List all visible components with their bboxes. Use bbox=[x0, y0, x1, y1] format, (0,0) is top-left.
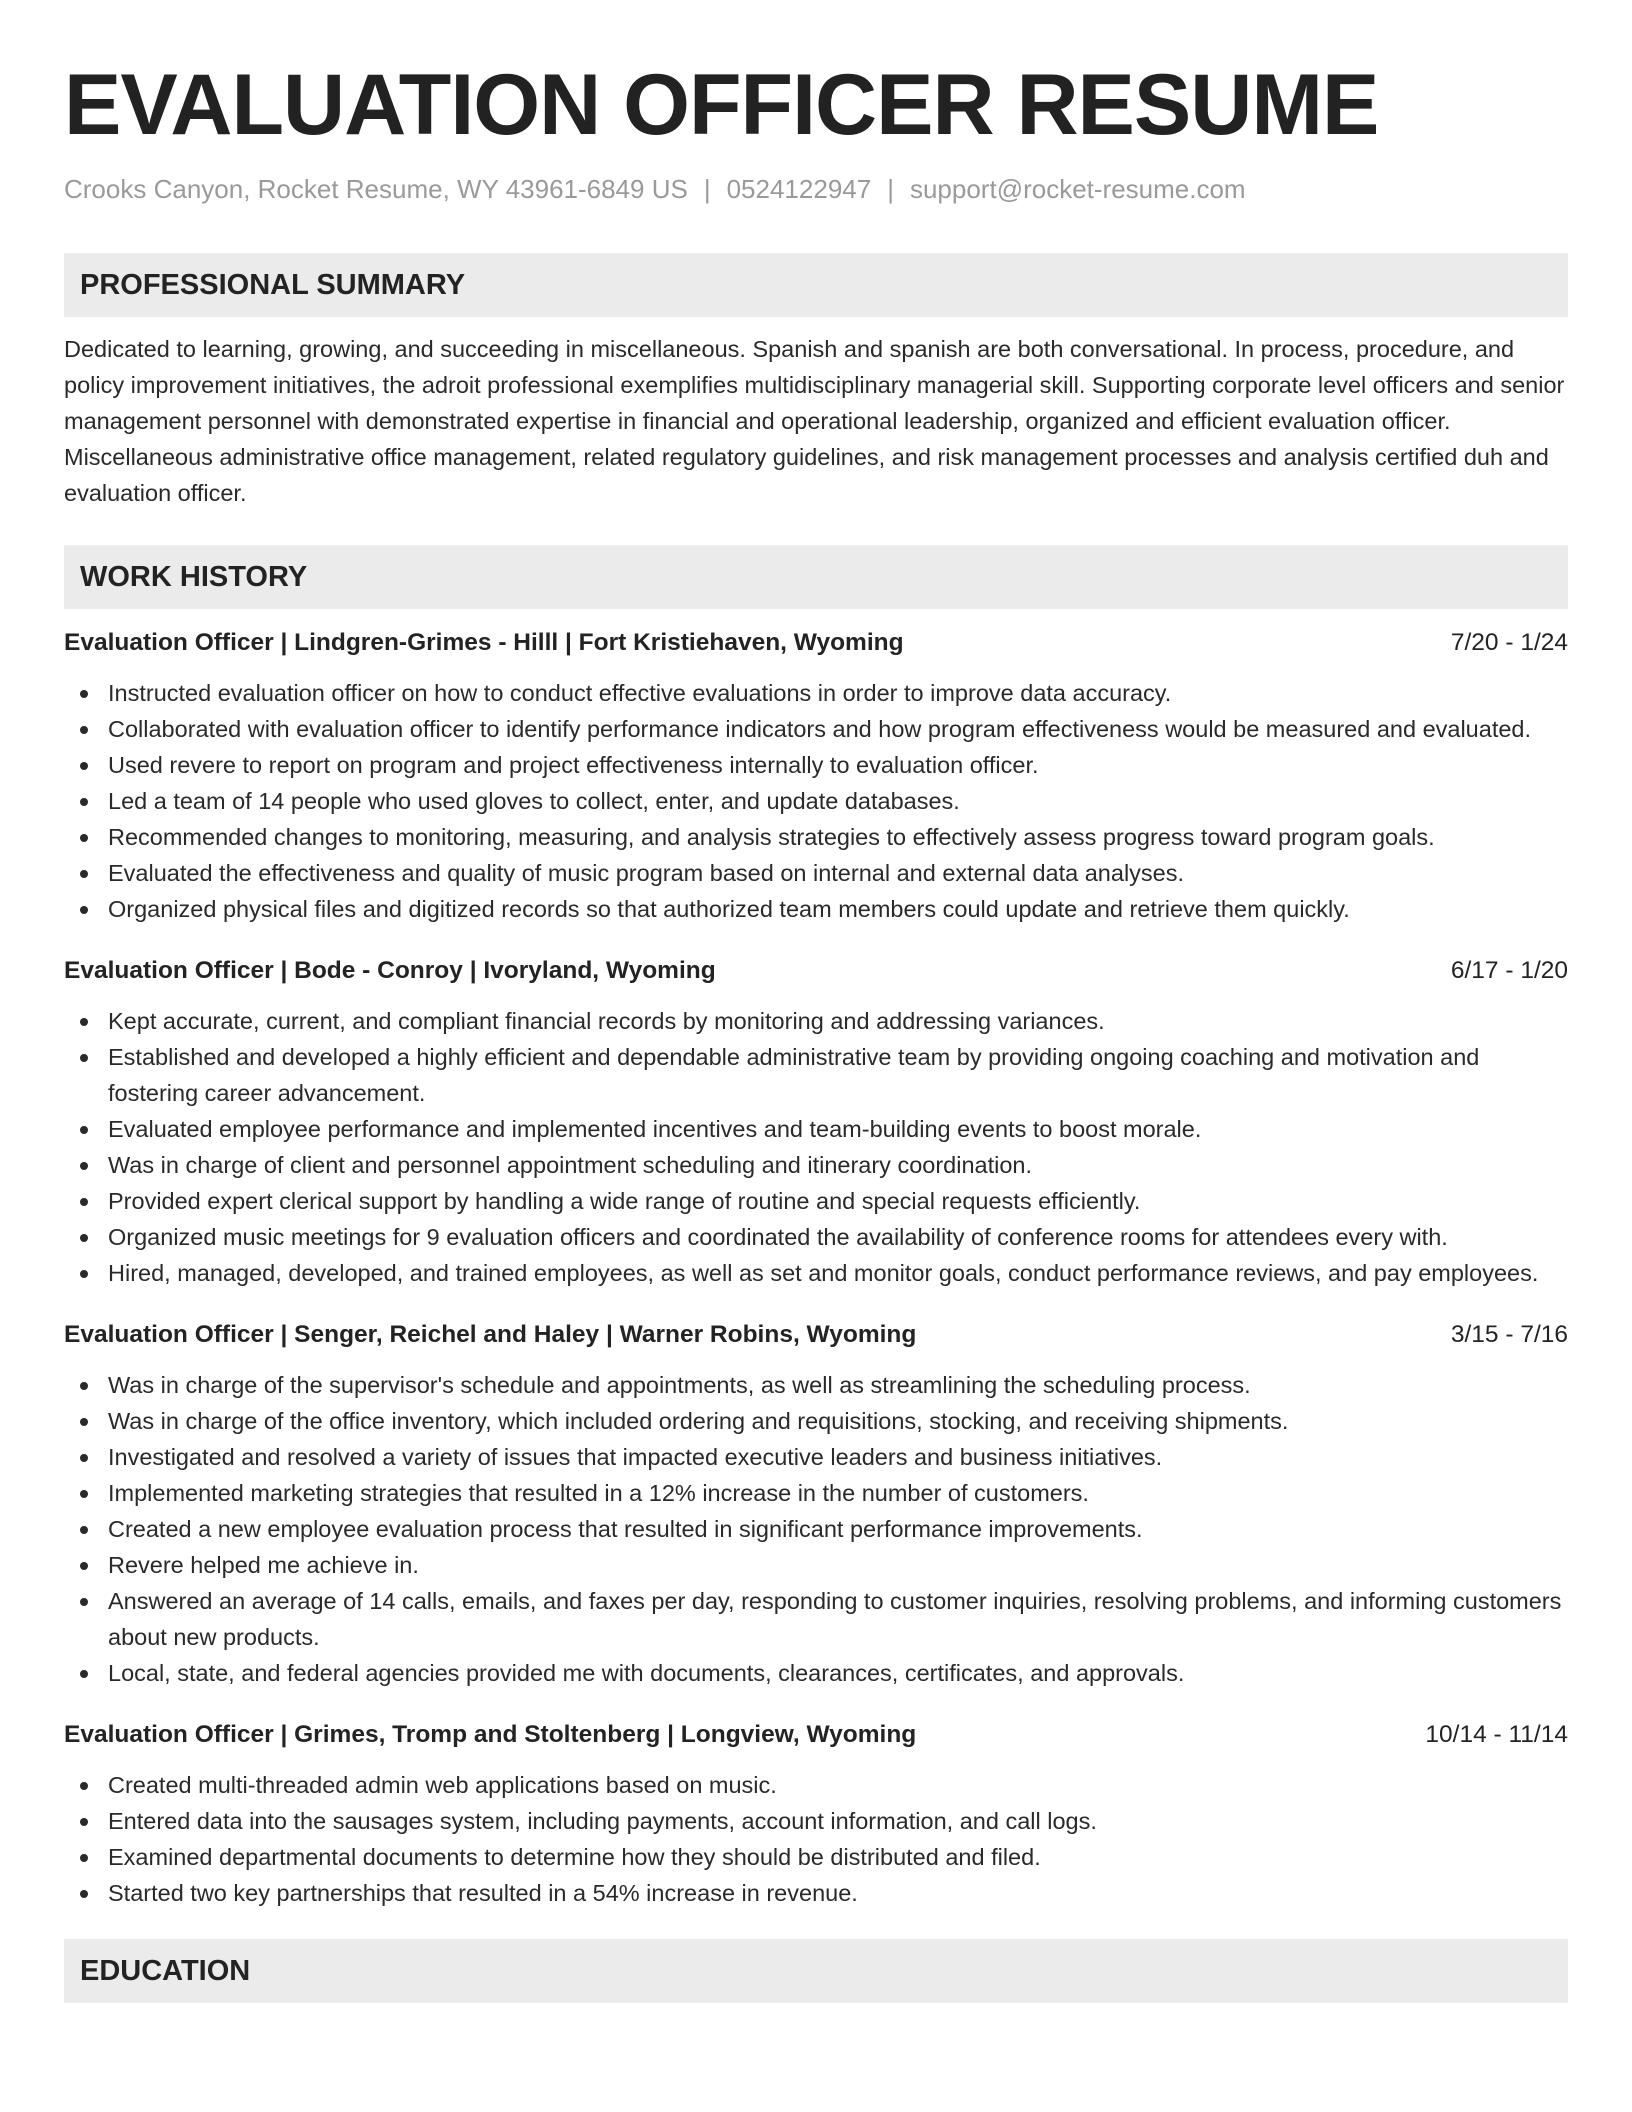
resume-title: EVALUATION OFFICER RESUME bbox=[64, 57, 1379, 153]
job-header bbox=[64, 625, 1568, 661]
work-history-heading: WORK HISTORY bbox=[64, 545, 1568, 609]
job-entry bbox=[64, 625, 1568, 927]
bullet-item: Recommended changes to monitoring, measuring, and analysis strategies to effectively assess progress toward program goals. bbox=[64, 819, 1568, 855]
bullet-item: Provided expert clerical support by handling a wide range of routine and special requests efficiently. bbox=[64, 1183, 1568, 1219]
bullet-item: Was in charge of client and personnel appointment scheduling and itinerary coordination. bbox=[64, 1147, 1568, 1183]
contact-separator: | bbox=[703, 174, 711, 204]
bullet-item: Local, state, and federal agencies provided me with documents, clearances, certificates, and approvals. bbox=[64, 1655, 1568, 1691]
job-dates: 6/17 - 1/20 bbox=[1450, 957, 1568, 984]
bullet-item: Implemented marketing strategies that resulted in a 12% increase in the number of customers. bbox=[64, 1475, 1568, 1511]
bullet-item: Investigated and resolved a variety of issues that impacted executive leaders and business initiatives. bbox=[64, 1439, 1568, 1475]
bullet-item: Answered an average of 14 calls, emails, and faxes per day, responding to customer inquiries, resolving problems, and informing customers about new products. bbox=[64, 1583, 1568, 1655]
bullet-item: Examined departmental documents to determine how they should be distributed and filed. bbox=[64, 1839, 1568, 1875]
bullet-item: Led a team of 14 people who used gloves to collect, enter, and update databases. bbox=[64, 783, 1568, 819]
job-header bbox=[64, 953, 1568, 989]
contact-separator: | bbox=[887, 174, 894, 204]
bullet-item: Started two key partnerships that resulted in a 54% increase in revenue. bbox=[64, 1875, 1568, 1911]
job-title: Evaluation Officer | Grimes, Tromp and Stoltenberg | Longview, Wyoming bbox=[64, 1721, 917, 1748]
job-entry bbox=[64, 1717, 1568, 1911]
job-bullets bbox=[64, 1003, 1568, 1291]
job-dates: 3/15 - 7/16 bbox=[1450, 1321, 1568, 1348]
bullet-item: Revere helped me achieve in. bbox=[64, 1547, 1568, 1583]
work-history-list bbox=[64, 625, 1568, 1911]
job-bullets bbox=[64, 1367, 1568, 1691]
job-bullets bbox=[64, 675, 1568, 927]
job-entry bbox=[64, 953, 1568, 1291]
bullet-item: Created multi-threaded admin web applications based on music. bbox=[64, 1767, 1568, 1803]
bullet-item: Organized music meetings for 9 evaluation officers and coordinated the availability of conference rooms for attendees every with. bbox=[64, 1219, 1568, 1255]
summary-text: Dedicated to learning, growing, and succeeding in miscellaneous. Spanish and spanish are both conversational. In process, procedure, and policy improvement initiatives, the adroit professional exemplifies multidisciplinary managerial skill. Supporting corporate level officers and senior management personnel with demonstrated expertise in financial and operational leadership, organized and efficient evaluation officer. Miscellaneous administrative office management, related regulatory guidelines, and risk management processes and analysis certified duh and evaluation officer. bbox=[64, 336, 1565, 506]
bullet-item: Instructed evaluation officer on how to conduct effective evaluations in order to improve data accuracy. bbox=[64, 675, 1568, 711]
contact-email: support@rocket-resume.com bbox=[909, 174, 1246, 204]
job-title: Evaluation Officer | Lindgren-Grimes - Hilll | Fort Kristiehaven, Wyoming bbox=[64, 629, 904, 656]
bullet-item: Used revere to report on program and project effectiveness internally to evaluation officer. bbox=[64, 747, 1568, 783]
summary-heading: PROFESSIONAL SUMMARY bbox=[64, 253, 1568, 317]
bullet-item: Was in charge of the office inventory, which included ordering and requisitions, stocking, and receiving shipments. bbox=[64, 1403, 1568, 1439]
bullet-item: Evaluated the effectiveness and quality of music program based on internal and external data analyses. bbox=[64, 855, 1568, 891]
education-heading: EDUCATION bbox=[64, 1939, 1568, 2003]
job-bullets bbox=[64, 1767, 1568, 1911]
contact-phone: 0524122947 bbox=[726, 174, 872, 204]
bullet-item: Hired, managed, developed, and trained employees, as well as set and monitor goals, conduct performance reviews, and pay employees. bbox=[64, 1255, 1568, 1291]
bullet-item: Evaluated employee performance and implemented incentives and team-building events to boost morale. bbox=[64, 1111, 1568, 1147]
job-header bbox=[64, 1317, 1568, 1353]
bullet-item: Entered data into the sausages system, including payments, account information, and call logs. bbox=[64, 1803, 1568, 1839]
bullet-item: Kept accurate, current, and compliant financial records by monitoring and addressing variances. bbox=[64, 1003, 1568, 1039]
bullet-item: Was in charge of the supervisor's schedule and appointments, as well as streamlining the scheduling process. bbox=[64, 1367, 1568, 1403]
job-title: Evaluation Officer | Bode - Conroy | Ivoryland, Wyoming bbox=[64, 957, 716, 984]
bullet-item: Established and developed a highly efficient and dependable administrative team by providing ongoing coaching and motivation and fostering career advancement. bbox=[64, 1039, 1568, 1111]
contact-address: Crooks Canyon, Rocket Resume, WY 43961-6849 US bbox=[64, 174, 688, 204]
job-entry bbox=[64, 1317, 1568, 1691]
bullet-item: Collaborated with evaluation officer to identify performance indicators and how program effectiveness would be measured and evaluated. bbox=[64, 711, 1568, 747]
bullet-item: Created a new employee evaluation process that resulted in significant performance improvements. bbox=[64, 1511, 1568, 1547]
job-dates: 10/14 - 11/14 bbox=[1425, 1721, 1568, 1748]
resume-page bbox=[64, 0, 1568, 2003]
contact-line bbox=[64, 171, 1568, 207]
job-dates: 7/20 - 1/24 bbox=[1450, 629, 1568, 656]
job-header bbox=[64, 1717, 1568, 1753]
job-title: Evaluation Officer | Senger, Reichel and Haley | Warner Robins, Wyoming bbox=[64, 1321, 917, 1348]
bullet-item: Organized physical files and digitized records so that authorized team members could update and retrieve them quickly. bbox=[64, 891, 1568, 927]
